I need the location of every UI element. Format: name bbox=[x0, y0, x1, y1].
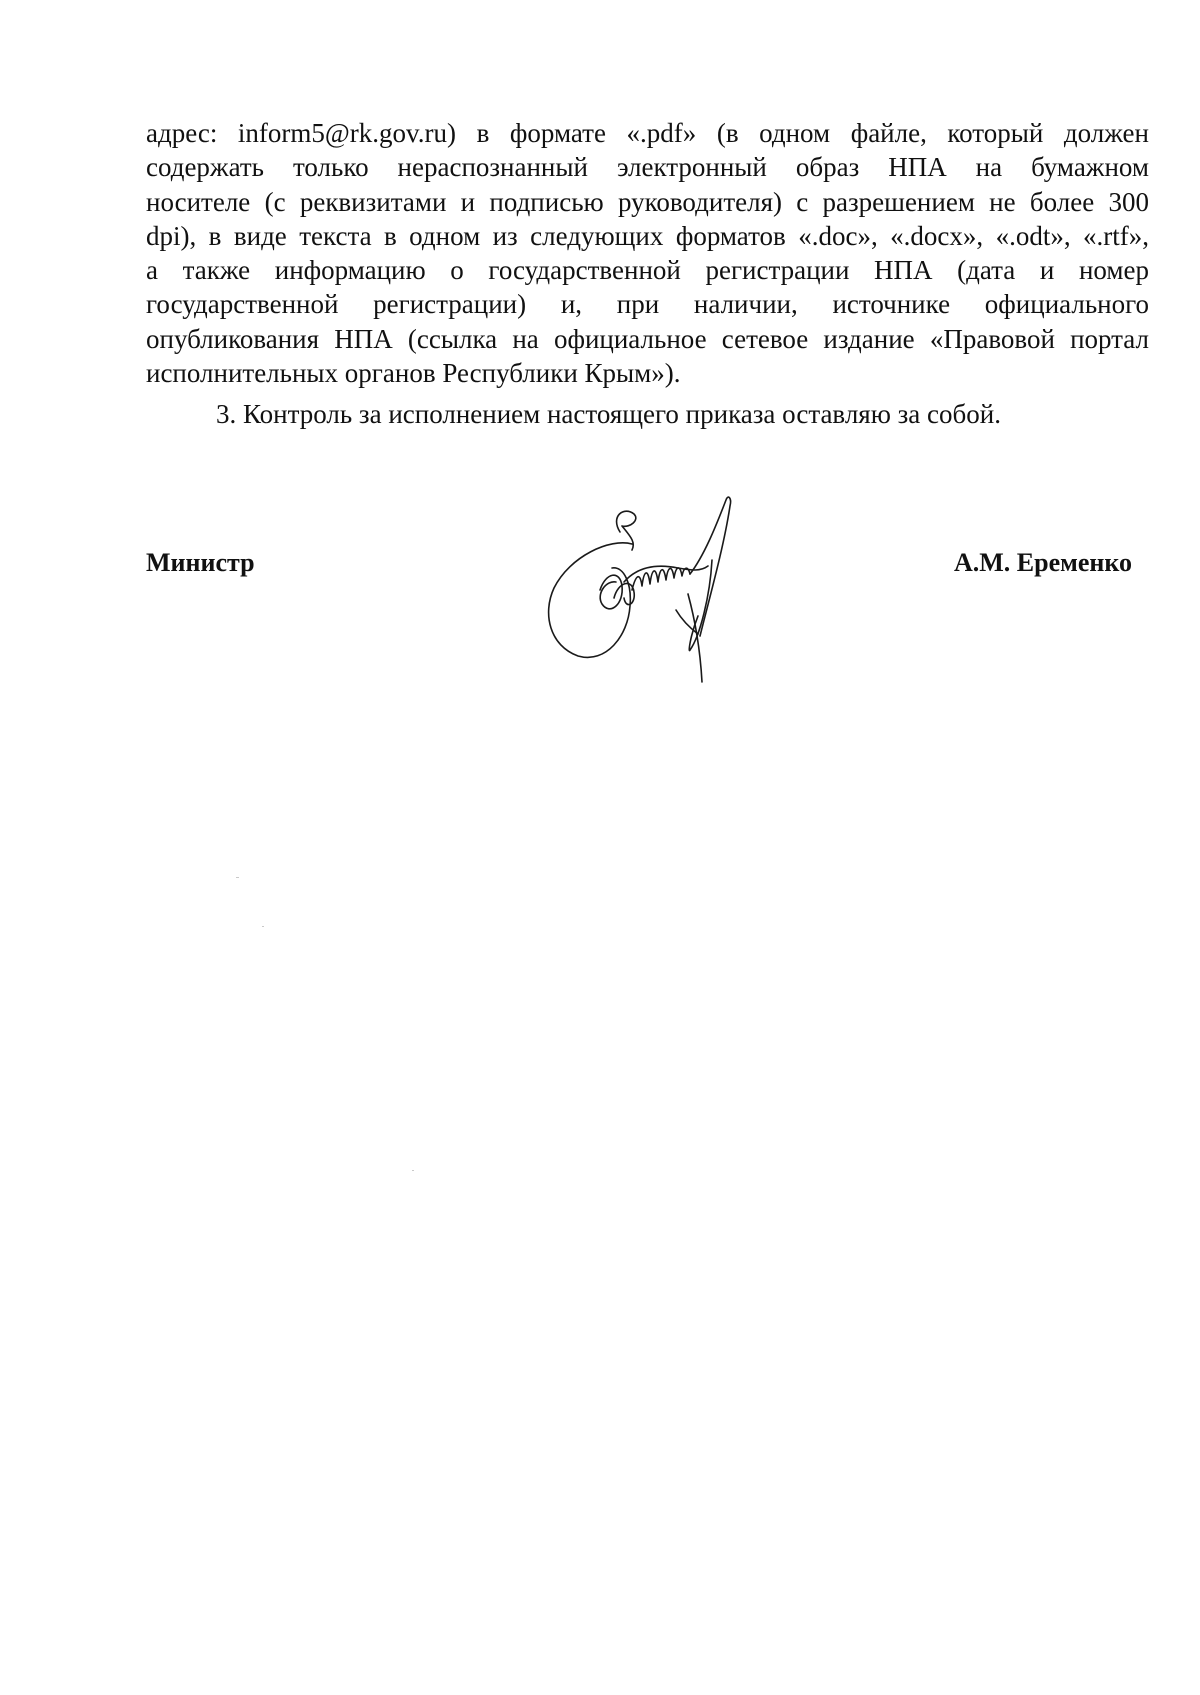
paragraph-line: dpi), в виде текста в одном из следующих форматов «.doc», «.docx», «.odt», «.rtf», bbox=[146, 220, 1149, 251]
paragraph-continuation bbox=[146, 116, 1149, 390]
paragraph-line: а также информацию о государственной регистрации НПА (дата и номер bbox=[146, 255, 1149, 286]
item-3-control-clause: 3. Контроль за исполнением настоящего приказа оставляю за собой. bbox=[216, 399, 1001, 429]
scan-artifact bbox=[236, 877, 239, 878]
paragraph-line: носителе (с реквизитами и подписью руководителя) с разрешением не более 300 bbox=[146, 186, 1149, 217]
paragraph-line-last: исполнительных органов Республики Крым»). bbox=[146, 358, 681, 389]
scan-artifact bbox=[262, 926, 264, 927]
paragraph-line: опубликования НПА (ссылка на официальное сетевое издание «Правовой портал bbox=[146, 323, 1149, 354]
paragraph-line: содержать только нераспознанный электронный образ НПА на бумажном bbox=[146, 152, 1149, 183]
handwritten-signature bbox=[540, 486, 780, 696]
scan-artifact bbox=[412, 1170, 414, 1171]
paragraph-line: государственной регистрации) и, при наличии, источнике официального bbox=[146, 289, 1149, 320]
paragraph-line: адрес: inform5@rk.gov.ru) в формате «.pdf» (в одном файле, который должен bbox=[146, 118, 1149, 148]
signatory-title: Министр bbox=[146, 548, 255, 577]
signatory-name: А.М. Еременко bbox=[953, 548, 1132, 577]
